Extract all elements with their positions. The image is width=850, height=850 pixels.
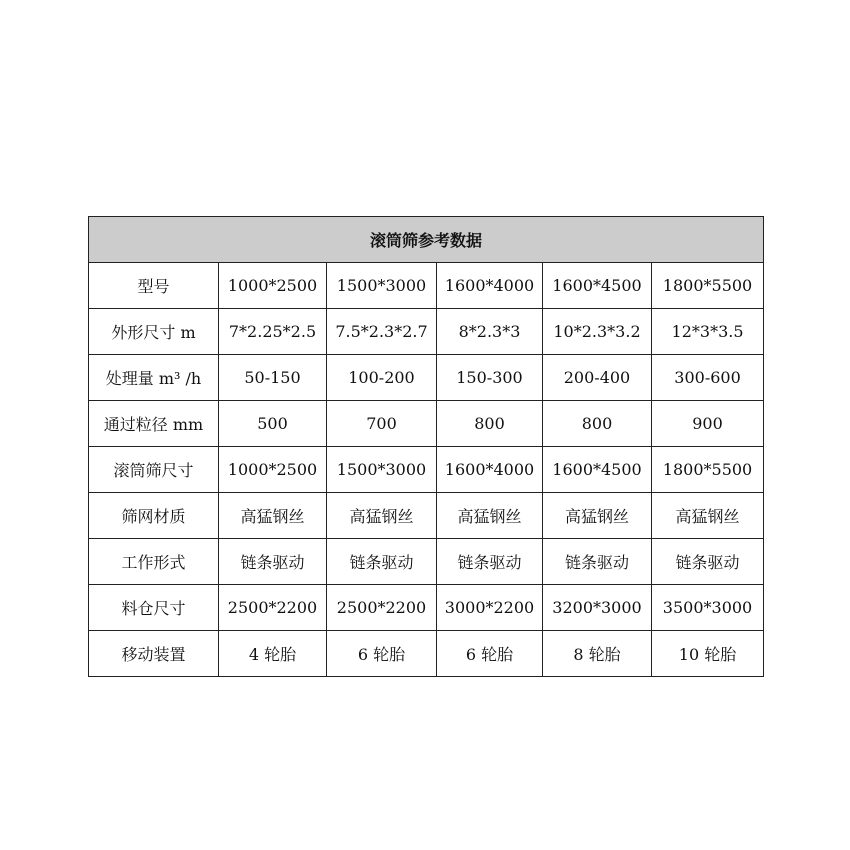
table-cell: 高猛钢丝 xyxy=(327,493,437,539)
table-cell: 500 xyxy=(219,401,327,447)
table-row xyxy=(89,355,764,401)
spec-table xyxy=(88,216,764,677)
row-label: 筛网材质 xyxy=(89,493,219,539)
row-label: 滚筒筛尺寸 xyxy=(89,447,219,493)
table-cell: 3000*2200 xyxy=(437,585,543,631)
table-row xyxy=(89,447,764,493)
table-title: 滚筒筛参考数据 xyxy=(89,217,764,263)
row-label: 料仓尺寸 xyxy=(89,585,219,631)
table-cell: 2500*2200 xyxy=(327,585,437,631)
table-cell: 1800*5500 xyxy=(652,263,764,309)
table-cell: 高猛钢丝 xyxy=(652,493,764,539)
table-cell: 6 轮胎 xyxy=(327,631,437,677)
table-cell: 7*2.25*2.5 xyxy=(219,309,327,355)
table-cell: 3200*3000 xyxy=(543,585,652,631)
table-cell: 1800*5500 xyxy=(652,447,764,493)
table-cell: 1600*4000 xyxy=(437,263,543,309)
table-cell: 1600*4000 xyxy=(437,447,543,493)
row-label: 工作形式 xyxy=(89,539,219,585)
table-cell: 100-200 xyxy=(327,355,437,401)
table-cell: 200-400 xyxy=(543,355,652,401)
table-cell: 高猛钢丝 xyxy=(437,493,543,539)
table-cell: 10 轮胎 xyxy=(652,631,764,677)
row-label: 移动装置 xyxy=(89,631,219,677)
table-row xyxy=(89,631,764,677)
table-cell: 1600*4500 xyxy=(543,447,652,493)
row-label: 处理量 m³ /h xyxy=(89,355,219,401)
table-cell: 12*3*3.5 xyxy=(652,309,764,355)
table-cell: 50-150 xyxy=(219,355,327,401)
table-cell: 800 xyxy=(543,401,652,447)
table-cell: 1000*2500 xyxy=(219,447,327,493)
table-row xyxy=(89,263,764,309)
table-row xyxy=(89,401,764,447)
table-cell: 链条驱动 xyxy=(543,539,652,585)
table-row xyxy=(89,585,764,631)
table-cell: 700 xyxy=(327,401,437,447)
table-cell: 2500*2200 xyxy=(219,585,327,631)
row-label: 外形尺寸 m xyxy=(89,309,219,355)
table-body xyxy=(89,263,764,677)
table-cell: 10*2.3*3.2 xyxy=(543,309,652,355)
table-cell: 高猛钢丝 xyxy=(543,493,652,539)
table-title-row xyxy=(89,217,764,263)
table-cell: 6 轮胎 xyxy=(437,631,543,677)
row-label: 通过粒径 mm xyxy=(89,401,219,447)
table-cell: 900 xyxy=(652,401,764,447)
table-cell: 3500*3000 xyxy=(652,585,764,631)
table-cell: 800 xyxy=(437,401,543,447)
table-row xyxy=(89,539,764,585)
table-cell: 1600*4500 xyxy=(543,263,652,309)
table-cell: 8*2.3*3 xyxy=(437,309,543,355)
table-cell: 150-300 xyxy=(437,355,543,401)
table-cell: 链条驱动 xyxy=(652,539,764,585)
table-cell: 7.5*2.3*2.7 xyxy=(327,309,437,355)
table-cell: 高猛钢丝 xyxy=(219,493,327,539)
table-cell: 1500*3000 xyxy=(327,263,437,309)
table-cell: 链条驱动 xyxy=(219,539,327,585)
table-cell: 1000*2500 xyxy=(219,263,327,309)
table-cell: 1500*3000 xyxy=(327,447,437,493)
row-label: 型号 xyxy=(89,263,219,309)
table-row xyxy=(89,493,764,539)
table-cell: 链条驱动 xyxy=(437,539,543,585)
table-cell: 300-600 xyxy=(652,355,764,401)
table-row xyxy=(89,309,764,355)
table-cell: 4 轮胎 xyxy=(219,631,327,677)
table-cell: 链条驱动 xyxy=(327,539,437,585)
table-cell: 8 轮胎 xyxy=(543,631,652,677)
